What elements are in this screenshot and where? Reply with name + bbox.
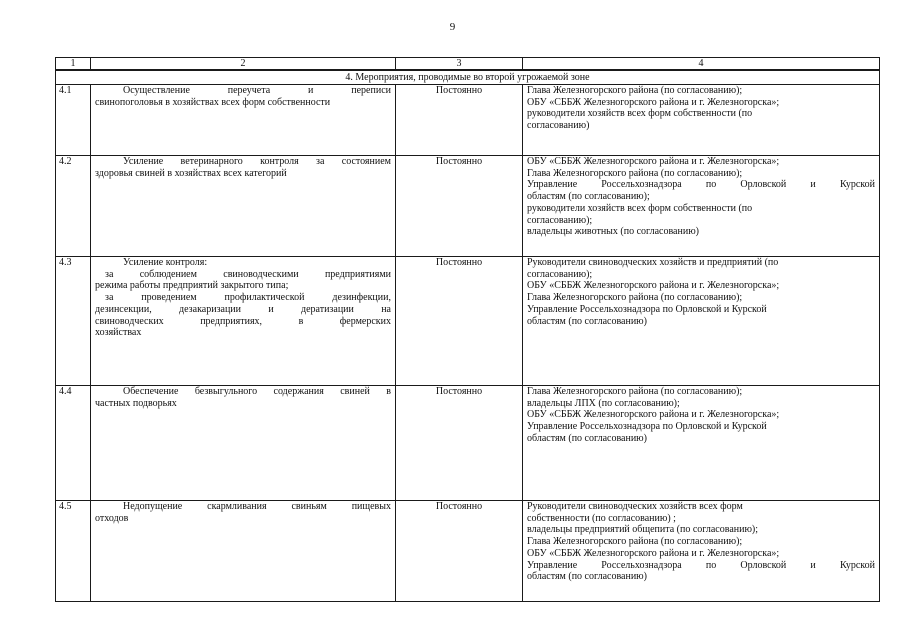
- description-line: Обеспечение безвыгульного содержания свиней в: [123, 386, 391, 397]
- description-line: Недопущение скармливания свиньям пищевых: [123, 501, 391, 512]
- description-line: свинопоголовья в хозяйствах всех форм собственности: [95, 96, 331, 108]
- row-number: 4.1: [56, 85, 91, 156]
- table-row: [56, 85, 880, 156]
- row-description: [91, 156, 396, 257]
- header-col-1: 1: [56, 58, 91, 71]
- description-line: здоровья свиней в хозяйствах всех категорий: [95, 167, 287, 179]
- responsible-line: Управление Россельхознадзора по Орловской и Курской: [527, 179, 875, 191]
- table-row: [56, 386, 880, 501]
- row-description: [91, 85, 396, 156]
- row-description: [91, 501, 396, 602]
- header-col-3: 3: [396, 58, 523, 71]
- description-line: Осуществление переучета и переписи: [123, 85, 391, 96]
- responsible-line: ОБУ «СББЖ Железногорского района и г. Железногорска»;: [527, 280, 780, 292]
- responsible-line: владельцы животных (по согласованию): [527, 226, 700, 238]
- responsible-line: Руководители свиноводческих хозяйств всех форм: [527, 501, 743, 512]
- description-line: свиноводческих предприятиях, в фермерских: [95, 315, 391, 327]
- responsible-line: руководители хозяйств всех форм собственности (по: [527, 202, 753, 214]
- row-responsible: [523, 386, 880, 501]
- description-line: хозяйствах: [95, 327, 142, 339]
- responsible-line: ОБУ «СББЖ Железногорского района и г. Железногорска»;: [527, 547, 780, 559]
- page-number: 9: [449, 21, 456, 33]
- row-number: 4.5: [56, 501, 91, 602]
- description-line: дезинсекции, дезакаризации и дератизации на: [95, 303, 391, 315]
- responsible-line: согласованию): [527, 120, 590, 132]
- responsible-line: Глава Железногорского района (по согласованию);: [527, 85, 743, 96]
- row-number: 4.2: [56, 156, 91, 257]
- responsible-line: Глава Железногорского района (по согласованию);: [527, 292, 743, 304]
- responsible-line: владельцы предприятий общепита (по согласованию);: [527, 524, 759, 536]
- description-line: за соблюдением свиноводческими предприятиями: [105, 268, 391, 280]
- description-line: Усиление контроля:: [123, 257, 208, 268]
- row-description: [91, 257, 396, 386]
- row-description: [91, 386, 396, 501]
- responsible-line: Управление Россельхознадзора по Орловской и Курской: [527, 559, 875, 571]
- row-term: Постоянно: [396, 501, 523, 602]
- responsible-line: руководители хозяйств всех форм собственности (по: [527, 108, 753, 120]
- responsible-line: ОБУ «СББЖ Железногорского района и г. Железногорска»;: [527, 156, 780, 167]
- responsible-line: Глава Железногорского района (по согласованию);: [527, 386, 743, 397]
- section-title: 4. Мероприятия, проводимые во второй угрожаемой зоне: [56, 70, 880, 85]
- responsible-line: ОБУ «СББЖ Железногорского района и г. Железногорска»;: [527, 96, 780, 108]
- responsible-line: Глава Железногорского района (по согласованию);: [527, 536, 743, 548]
- row-number: 4.4: [56, 386, 91, 501]
- responsible-line: Глава Железногорского района (по согласованию);: [527, 167, 743, 179]
- responsible-line: согласованию);: [527, 214, 593, 226]
- description-line: режима работы предприятий закрытого типа;: [95, 280, 289, 292]
- responsible-line: согласованию);: [527, 268, 593, 280]
- table-row: [56, 156, 880, 257]
- responsible-line: ОБУ «СББЖ Железногорского района и г. Железногорска»;: [527, 409, 780, 421]
- row-responsible: [523, 257, 880, 386]
- header-row: [56, 58, 880, 71]
- row-term: Постоянно: [396, 85, 523, 156]
- description-line: за проведением профилактической дезинфекции,: [105, 292, 391, 304]
- responsible-line: владельцы ЛПХ (по согласованию);: [527, 397, 680, 409]
- responsible-line: Руководители свиноводческих хозяйств и предприятий (по: [527, 257, 779, 268]
- responsible-line: областям (по согласованию);: [527, 191, 650, 203]
- responsible-line: собственности (по согласованию) ;: [527, 512, 676, 524]
- row-responsible: [523, 501, 880, 602]
- responsible-line: Управление Россельхознадзора по Орловской и Курской: [527, 303, 767, 315]
- description-line: частных подворьях: [95, 397, 177, 409]
- responsible-line: областям (по согласованию): [527, 315, 647, 327]
- row-number: 4.3: [56, 257, 91, 386]
- row-responsible: [523, 156, 880, 257]
- header-col-4: 4: [523, 58, 880, 71]
- row-term: Постоянно: [396, 386, 523, 501]
- header-col-2: 2: [91, 58, 396, 71]
- description-line: Усиление ветеринарного контроля за состоянием: [123, 156, 391, 167]
- row-responsible: [523, 85, 880, 156]
- measures-table: [55, 57, 880, 602]
- responsible-line: Управление Россельхознадзора по Орловской и Курской: [527, 421, 767, 433]
- responsible-line: областям (по согласованию): [527, 432, 647, 444]
- section-row: [56, 70, 880, 85]
- row-term: Постоянно: [396, 257, 523, 386]
- description-line: отходов: [95, 512, 129, 524]
- responsible-line: областям (по согласованию): [527, 571, 647, 583]
- row-term: Постоянно: [396, 156, 523, 257]
- table-row: [56, 257, 880, 386]
- table-row: [56, 501, 880, 602]
